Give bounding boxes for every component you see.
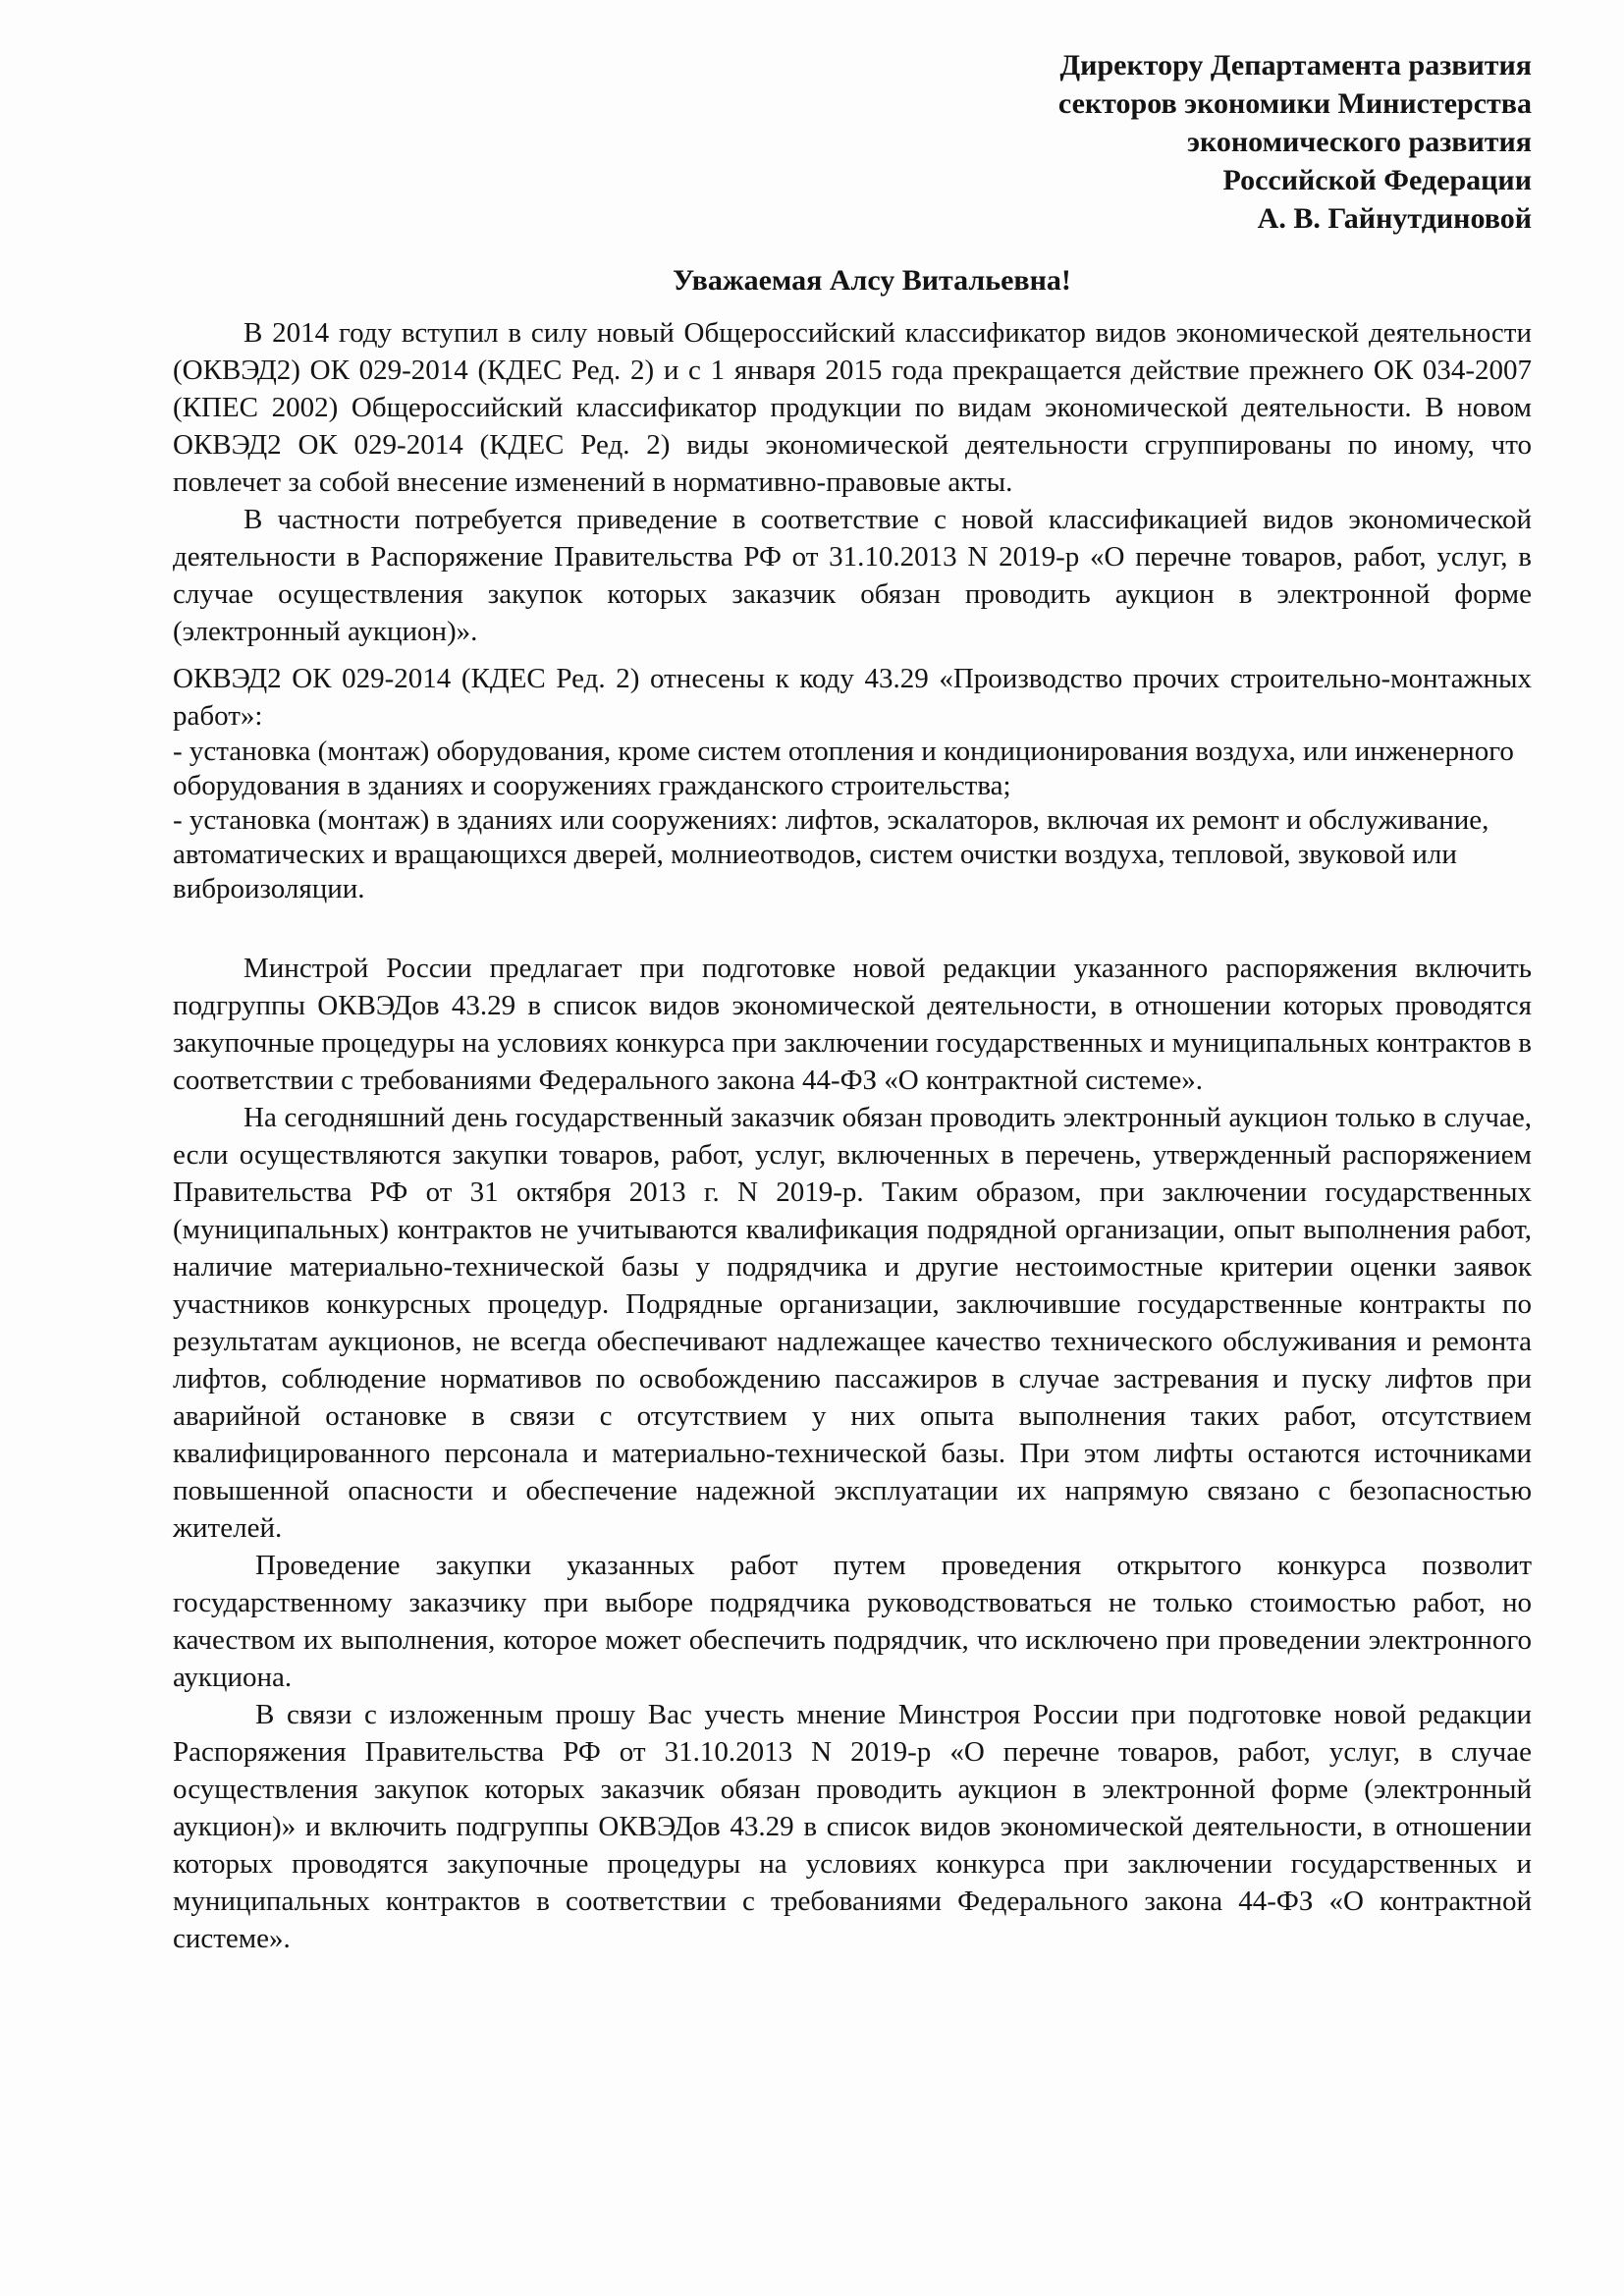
paragraph: В 2014 году вступил в силу новый Общероссийский классификатор видов экономической деятельности (ОКВЭД2) ОК 029-2014 (КДЕС Ред. 2) и с 1 января 2015 года прекращается действие прежнего ОК 034-2007 (КПЕС 2002) Общероссийский классификатор продукции по видам экономической деятельности. В новом ОКВЭД2 ОК 029-2014 (КДЕС Ред. 2) виды экономической деятельности сгруппированы по иному, что повлечет за собой внесение изменений в нормативно-правовые акты. — [173, 317, 1532, 498]
paragraph: В частности потребуется приведение в соответствие с новой классификацией видов экономической деятельности в Распоряжение Правительства РФ от 31.10.2013 N 2019-р «О перечне товаров, работ, услуг, в случае осуществления закупок которых заказчик обязан проводить аукцион в электронной форме (электронный аукцион)». — [173, 504, 1532, 647]
spacer — [173, 906, 1532, 950]
paragraph: Проведение закупки указанных работ путем проведения открытого конкурса позволит государственному заказчику при выборе подрядчика руководствоваться не только стоимостью работ, но качеством их выполнения, которое может обеспечить подрядчик, что исключено при проведении электронного аукциона. — [173, 1550, 1532, 1693]
addressee-line: Директору Департамента развития — [1059, 49, 1532, 82]
list-item: - установка (монтаж) в зданиях или сооружениях: лифтов, эскалаторов, включая их ремонт и обслуживание, автоматических и вращающихся дверей, молниеотводов, систем очистки воздуха, тепловой, звуковой или виброизоляции. — [173, 804, 1489, 904]
paragraph: Минстрой России предлагает при подготовке новой редакции указанного распоряжения включить подгруппы ОКВЭДов 43.29 в список видов экономической деятельности, в отношении которых проводятся закупочные процедуры на условиях конкурса при заключении государственных и муниципальных контрактов в соответствии с требованиями Федерального закона 44-ФЗ «О контрактной системе». — [173, 953, 1532, 1096]
paragraph: В связи с изложенным прошу Вас учесть мнение Минстроя России при подготовке новой редакции Распоряжения Правительства РФ от 31.10.2013 N 2019-р «О перечне товаров, работ, услуг, в случае осуществления закупок которых заказчик обязан проводить аукцион в электронной форме (электронный аукцион)» и включить подгруппы ОКВЭДов 43.29 в список видов экономической деятельности, в отношении которых проводятся закупочные процедуры на условиях конкурса при заключении государственных и муниципальных контрактов в соответствии с требованиями Федерального закона 44-ФЗ «О контрактной системе». — [173, 1699, 1532, 1954]
paragraph: На сегодняшний день государственный заказчик обязан проводить электронный аукцион только в случае, если осуществляются закупки товаров, работ, услуг, включенных в перечень, утвержденный распоряжением Правительства РФ от 31 октября 2013 г. N 2019-р. Таким образом, при заключении государственных (муниципальных) контрактов не учитываются квалификация подрядной организации, опыт выполнения работ, наличие материально-технической базы у подрядчика и другие нестоимостные критерии оценки заявок участников конкурсных процедур. Подрядные организации, заключившие государственные контракты по результатам аукционов, не всегда обеспечивают надлежащее качество технического обслуживания и ремонта лифтов, соблюдение нормативов по освобождению пассажиров в случае застревания и пуску лифтов при аварийной остановке в связи с отсутствием у них опыта выполнения таких работ, отсутствием квалифицированного персонала и материально-технической базы. При этом лифты остаются источниками повышенной опасности и обеспечение надежной эксплуатации их напрямую связано с безопасностью жителей. — [173, 1102, 1532, 1544]
list-item: - установка (монтаж) оборудования, кроме систем отопления и кондиционирования воздуха, или инженерного оборудования в зданиях и сооружениях гражданского строительства; — [173, 736, 1514, 801]
addressee-line: А. В. Гайнутдиновой — [1257, 202, 1532, 235]
salutation: Уважаемая Алсу Витальевна! — [673, 264, 1071, 297]
paragraph: ОКВЭД2 ОК 029-2014 (КДЕС Ред. 2) отнесены к коду 43.29 «Производство прочих строительно-монтажных работ»: — [173, 663, 1532, 732]
addressee-line: Российской Федерации — [1222, 164, 1532, 196]
addressee-line: экономического развития — [1187, 126, 1532, 158]
addressee-line: секторов экономики Министерства — [1057, 87, 1532, 120]
addressee-block — [173, 46, 1532, 238]
